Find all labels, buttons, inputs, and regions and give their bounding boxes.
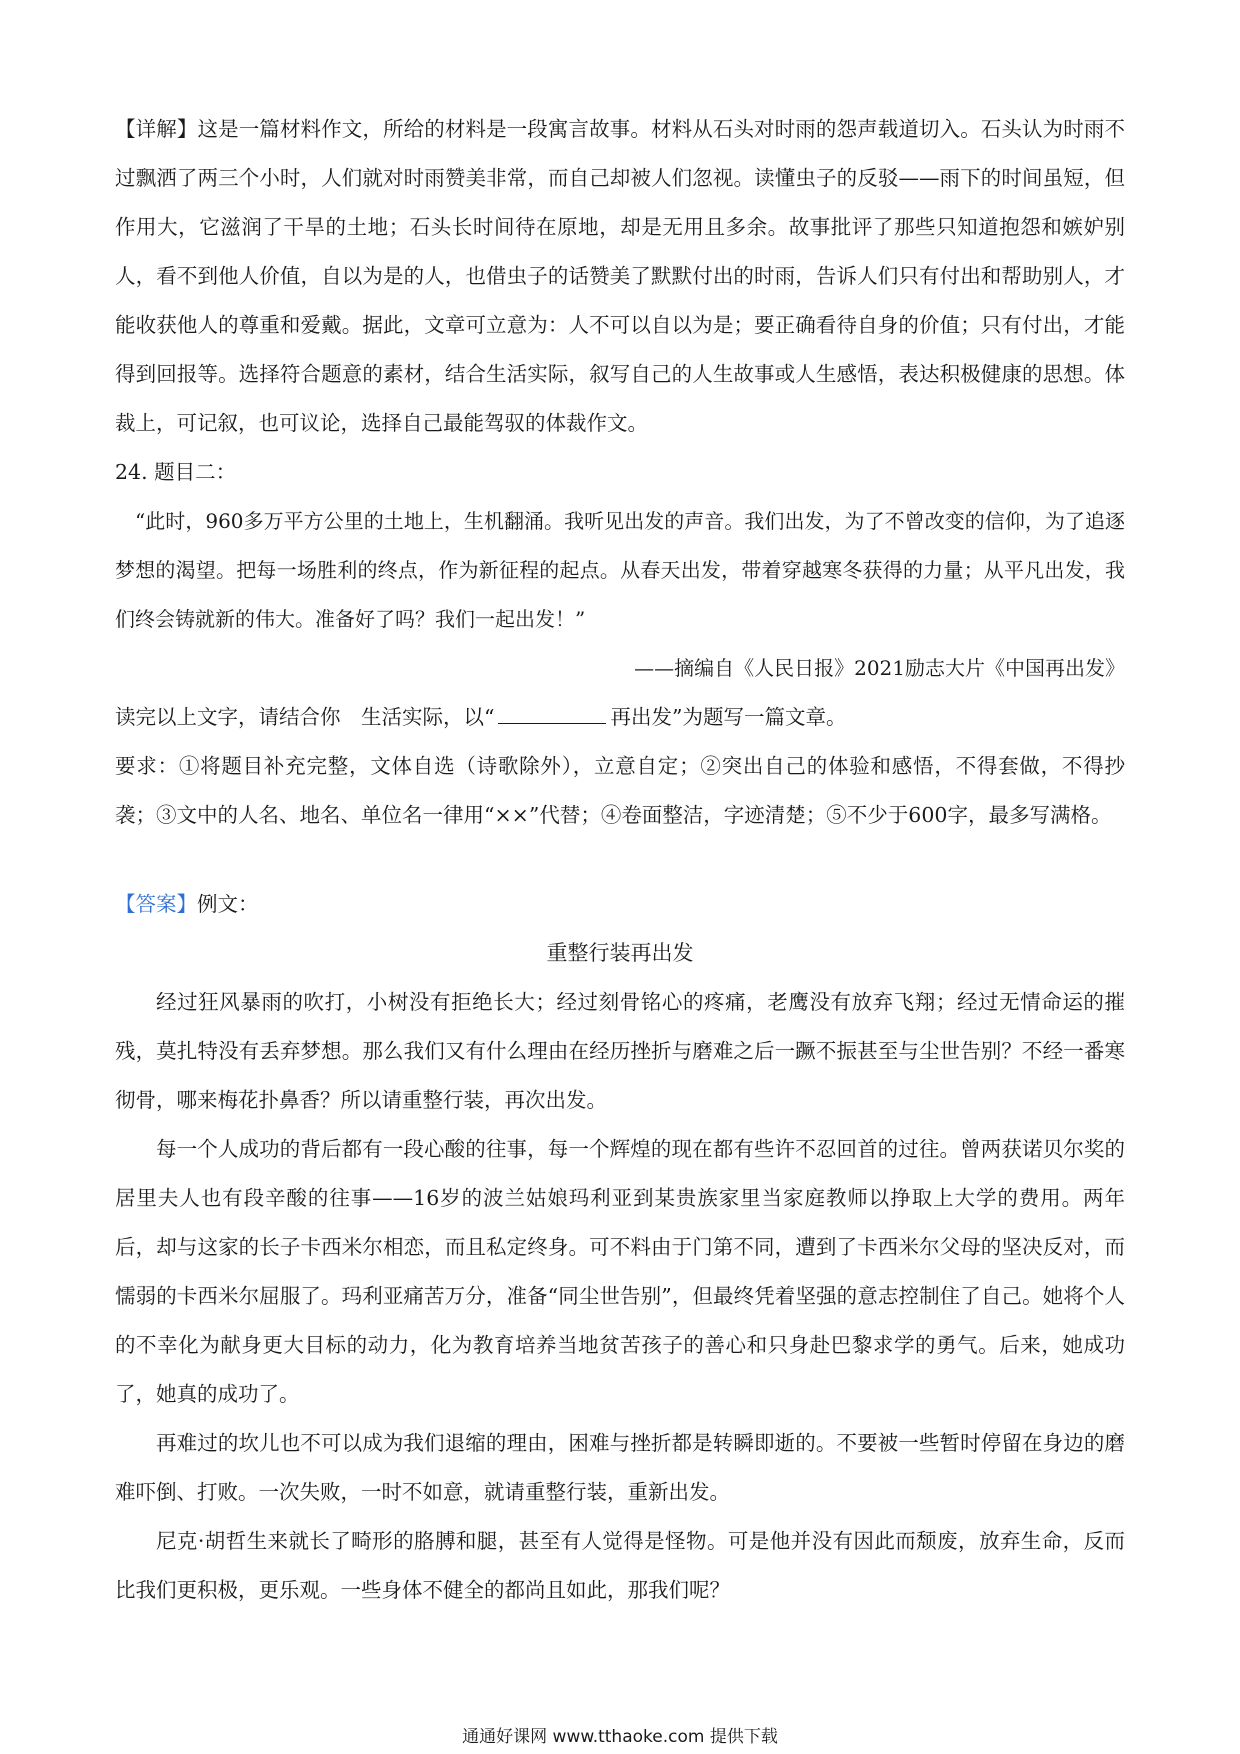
answer-lead: 例文： xyxy=(197,892,259,916)
essay-paragraph-4: 尼克·胡哲生来就长了畸形的胳膊和腿，甚至有人觉得是怪物。可是他并没有因此而颓废，放弃生命，反而比我们更积极，更乐观。一些身体不健全的都尚且如此，那我们呢？ xyxy=(115,1529,1125,1602)
title-blank xyxy=(498,705,606,724)
detail-label: 【详解】 xyxy=(115,117,198,141)
answer-lead-line xyxy=(115,880,1125,929)
detail-text: 这是一篇材料作文，所给的材料是一段寓言故事。材料从石头对时雨的怨声载道切入。石头认为时雨不过飘洒了两三个小时，人们就对时雨赞美非常，而自己却被人们忽视。读懂虫子的反驳——雨下的时间虽短，但作用大，它滋润了干旱的土地；石头长时间待在原地，却是无用且多余。故事批评了那些只知道抱怨和嫉妒别人，看不到他人价值，自以为是的人，也借虫子的话赞美了默默付出的时雨，告诉人们只有付出和帮助别人，才能收获他人的尊重和爱戴。据此，文章可立意为：人不可以自以为是；要正确看待自身的价值；只有付出，才能得到回报等。选择符合题意的素材，结合生活实际，叙写自己的人生故事或人生感悟，表达积极健康的思想。体裁上，可记叙，也可议论，选择自己最能驾驭的体裁作文。 xyxy=(115,117,1126,435)
question-number: 24. 题目二： xyxy=(115,460,237,484)
detail-paragraph xyxy=(115,105,1125,448)
detail-section xyxy=(115,105,1125,448)
question-source: ——摘编自《人民日报》2021励志大片《中国再出发》 xyxy=(634,656,1125,680)
question-section xyxy=(115,448,1125,840)
answer-label: 【答案】 xyxy=(115,892,197,916)
footer-credit: 通通好课网 www.tthaoke.com 提供下载 xyxy=(462,1727,778,1747)
prompt-after: 再出发”为题写一篇文章。 xyxy=(610,705,847,729)
essay-paragraph-3: 再难过的坎儿也不可以成为我们退缩的理由，困难与挫折都是转瞬即逝的。不要被一些暂时停留在身边的磨难吓倒、打败。一次失败，一时不如意，就请重整行装，重新出发。 xyxy=(115,1431,1125,1504)
question-requirements: 要求：①将题目补充完整，文体自选（诗歌除外），立意自定；②突出自己的体验和感悟，不得套做，不得抄袭；③文中的人名、地名、单位名一律用“××”代替；④卷面整洁，字迹清楚；⑤不少于600字，最多写满格。 xyxy=(115,754,1125,827)
prompt-before: 读完以上文字，请结合你 生活实际，以“ xyxy=(115,705,495,729)
essay-paragraph-2: 每一个人成功的背后都有一段心酸的往事，每一个辉煌的现在都有些许不忍回首的过往。曾两获诺贝尔奖的居里夫人也有段辛酸的往事——16岁的波兰姑娘玛利亚到某贵族家里当家庭教师以挣取上大学的费用。两年后，却与这家的长子卡西米尔相恋，而且私定终身。可不料由于门第不同，遭到了卡西米尔父母的坚决反对，而懦弱的卡西米尔屈服了。玛利亚痛苦万分，准备“同尘世告别”，但最终凭着坚强的意志控制住了自己。她将个人的不幸化为献身更大目标的动力，化为教育培养当地贫苦孩子的善心和只身赴巴黎求学的勇气。后来，她成功了，她真的成功了。 xyxy=(115,1137,1125,1406)
question-prompt xyxy=(115,693,1125,742)
answer-section xyxy=(115,880,1125,1615)
essay-title: 重整行装再出发 xyxy=(546,941,694,965)
essay-paragraph-1: 经过狂风暴雨的吹打，小树没有拒绝长大；经过刻骨铭心的疼痛，老鹰没有放弃飞翔；经过无情命运的摧残，莫扎特没有丢弃梦想。那么我们又有什么理由在经历挫折与磨难之后一蹶不振甚至与尘世告别？不经一番寒彻骨，哪来梅花扑鼻香？所以请重整行装，再次出发。 xyxy=(115,990,1125,1112)
question-quote: “此时，960多万平方公里的土地上，生机翻涌。我听见出发的声音。我们出发，为了不曾改变的信仰，为了追逐梦想的渴望。把每一场胜利的终点，作为新征程的起点。从春天出发，带着穿越寒冬获得的力量；从平凡出发，我们终会铸就新的伟大。准备好了吗？我们一起出发！” xyxy=(115,509,1125,631)
